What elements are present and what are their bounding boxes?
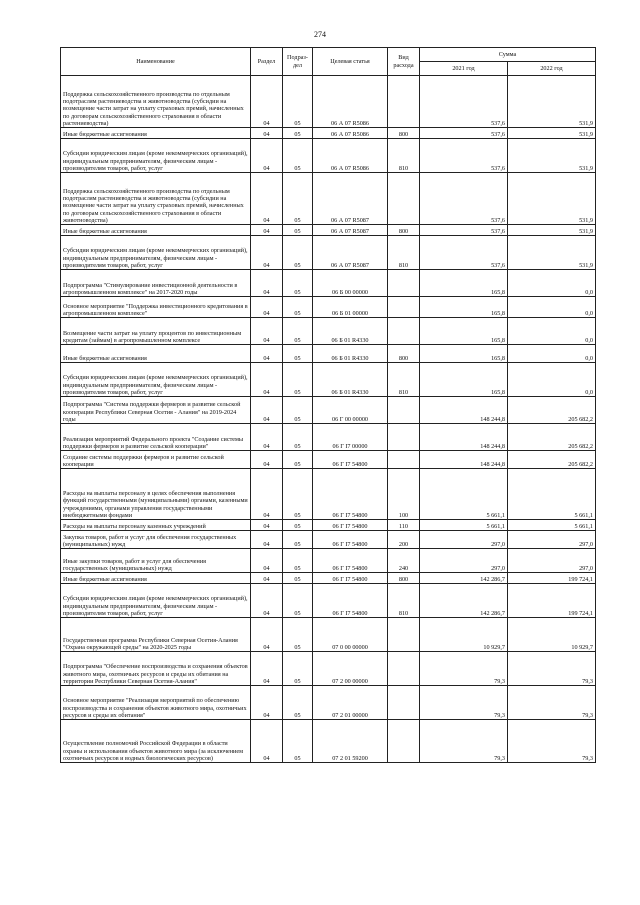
row-name-text: Реализация мероприятий Федерального проекта "Создание системы поддержки фермеров и развитие сельской кооперации" xyxy=(63,435,244,450)
table-row xyxy=(61,297,596,318)
row-vid-rashoda: 240 xyxy=(388,549,420,573)
row-name xyxy=(61,76,251,128)
budget-table xyxy=(60,47,596,763)
row-celevaya-statya: 06 Г I7 54800 xyxy=(313,573,388,584)
row-sum-2021: 165,8 xyxy=(420,363,508,397)
row-razdel: 04 xyxy=(251,520,283,531)
row-name xyxy=(61,469,251,520)
row-name-text: Субсидии юридическим лицам (кроме некоммерческих организаций), индивидуальным предпринимателям, физическим лицам - производителям товаров, работ, услуг xyxy=(63,150,248,172)
row-celevaya-statya: 06 Б 01 R4330 xyxy=(313,318,388,345)
row-celevaya-statya: 06 Г I7 54800 xyxy=(313,549,388,573)
row-podrazdel: 05 xyxy=(283,128,313,139)
row-name xyxy=(61,397,251,424)
table-row xyxy=(61,173,596,225)
row-name-text: Иные бюджетные ассигнования xyxy=(63,130,147,138)
row-sum-2022: 531,9 xyxy=(508,225,596,236)
row-sum-2021: 148 244,8 xyxy=(420,397,508,424)
row-celevaya-statya: 06 Б 01 00000 xyxy=(313,297,388,318)
row-sum-2021: 10 929,7 xyxy=(420,618,508,652)
row-sum-2022: 531,9 xyxy=(508,76,596,128)
row-name xyxy=(61,618,251,652)
row-podrazdel: 05 xyxy=(283,686,313,720)
row-name xyxy=(61,652,251,686)
row-vid-rashoda xyxy=(388,297,420,318)
row-razdel: 04 xyxy=(251,573,283,584)
row-name-text: Закупка товаров, работ и услуг для обеспечения государственных (муниципальных) нужд xyxy=(63,533,237,548)
row-celevaya-statya: 06 Б 00 00000 xyxy=(313,270,388,297)
row-name-text: Подпрограмма "Система поддержки фермеров и развитие сельской кооперации Республики Северная Осетия - Алания" на 2019-2024 годы xyxy=(63,401,241,423)
row-sum-2022: 0,0 xyxy=(508,345,596,363)
table-row xyxy=(61,618,596,652)
row-razdel: 04 xyxy=(251,225,283,236)
row-name xyxy=(61,720,251,763)
row-vid-rashoda: 110 xyxy=(388,520,420,531)
row-celevaya-statya: 06 Б 01 R4330 xyxy=(313,345,388,363)
row-vid-rashoda xyxy=(388,451,420,469)
row-sum-2021: 165,8 xyxy=(420,345,508,363)
header-year-2022: 2022 год xyxy=(508,62,596,76)
row-sum-2021: 537,6 xyxy=(420,225,508,236)
row-name xyxy=(61,573,251,584)
row-sum-2022: 0,0 xyxy=(508,363,596,397)
row-sum-2021: 5 661,1 xyxy=(420,469,508,520)
header-name: Наименование xyxy=(61,48,251,76)
row-vid-rashoda xyxy=(388,76,420,128)
table-row xyxy=(61,139,596,173)
table-row xyxy=(61,270,596,297)
row-razdel: 04 xyxy=(251,397,283,424)
row-sum-2021: 142 286,7 xyxy=(420,584,508,618)
row-vid-rashoda: 810 xyxy=(388,584,420,618)
row-vid-rashoda: 800 xyxy=(388,573,420,584)
row-sum-2022: 531,9 xyxy=(508,236,596,270)
row-name-text: Иные закупки товаров, работ и услуг для обеспечения государственных (муниципальных) нужд xyxy=(63,557,206,572)
row-razdel: 04 xyxy=(251,652,283,686)
table-row xyxy=(61,128,596,139)
row-sum-2022: 79,3 xyxy=(508,720,596,763)
row-name-text: Осуществление полномочий Российской Федерации в области охраны и использования объектов животного мира (за исключением охотничьих ресурсов и водных биологических ресурсов) xyxy=(63,740,243,762)
row-sum-2021: 5 661,1 xyxy=(420,520,508,531)
row-podrazdel: 05 xyxy=(283,618,313,652)
row-name xyxy=(61,686,251,720)
row-name xyxy=(61,270,251,297)
table-row xyxy=(61,686,596,720)
row-sum-2022: 205 682,2 xyxy=(508,451,596,469)
row-sum-2022: 5 661,1 xyxy=(508,469,596,520)
row-celevaya-statya: 06 Г I7 54800 xyxy=(313,531,388,549)
row-razdel: 04 xyxy=(251,236,283,270)
row-razdel: 04 xyxy=(251,297,283,318)
table-row xyxy=(61,531,596,549)
row-name-text: Подпрограмма "Стимулирование инвестиционной деятельности в агропромышленном комплексе" на 2017-2020 годы xyxy=(63,281,238,296)
row-podrazdel: 05 xyxy=(283,451,313,469)
row-celevaya-statya: 06 А 07 R5087 xyxy=(313,173,388,225)
row-vid-rashoda: 810 xyxy=(388,236,420,270)
row-name xyxy=(61,424,251,451)
row-name-text: Возмещение части затрат на уплату процентов по инвестиционным кредитам (займам) в агропромышленном комплексе xyxy=(63,329,242,344)
row-celevaya-statya: 06 Г I7 00000 xyxy=(313,424,388,451)
row-razdel: 04 xyxy=(251,584,283,618)
row-sum-2022: 297,0 xyxy=(508,531,596,549)
row-podrazdel: 05 xyxy=(283,173,313,225)
row-sum-2021: 297,0 xyxy=(420,531,508,549)
row-name-text: Субсидии юридическим лицам (кроме некоммерческих организаций), индивидуальным предпринимателям, физическим лицам - производителям товаров, работ, услуг xyxy=(63,247,248,269)
row-name-text: Иные бюджетные ассигнования xyxy=(63,575,147,583)
table-row xyxy=(61,652,596,686)
row-celevaya-statya: 07 0 00 00000 xyxy=(313,618,388,652)
row-name-text: Расходы на выплаты персоналу в целях обеспечения выполнения функций государственными (муниципальными) органами, казенными учреждениями, органами управления государственными внебюджетными фондами xyxy=(63,490,248,519)
row-sum-2022: 0,0 xyxy=(508,270,596,297)
row-name-text: Основное мероприятие "Реализация мероприятий по обеспечению воспроизводства и сохранения объектов животного мира, охотничьих ресурсов и среды их обитания" xyxy=(63,697,247,719)
table-row xyxy=(61,520,596,531)
row-razdel: 04 xyxy=(251,618,283,652)
header-summa: Сумма xyxy=(420,48,596,62)
table-header xyxy=(61,48,596,76)
header-razdel: Раздел xyxy=(251,48,283,76)
row-vid-rashoda: 810 xyxy=(388,363,420,397)
row-celevaya-statya: 06 А 07 R5086 xyxy=(313,76,388,128)
row-podrazdel: 05 xyxy=(283,520,313,531)
row-podrazdel: 05 xyxy=(283,363,313,397)
table-row xyxy=(61,225,596,236)
row-vid-rashoda xyxy=(388,652,420,686)
row-sum-2021: 297,0 xyxy=(420,549,508,573)
row-podrazdel: 05 xyxy=(283,318,313,345)
row-podrazdel: 05 xyxy=(283,397,313,424)
table-row xyxy=(61,76,596,128)
row-razdel: 04 xyxy=(251,451,283,469)
row-razdel: 04 xyxy=(251,531,283,549)
row-celevaya-statya: 07 2 00 00000 xyxy=(313,652,388,686)
row-vid-rashoda xyxy=(388,424,420,451)
row-name xyxy=(61,363,251,397)
row-razdel: 04 xyxy=(251,128,283,139)
row-sum-2021: 79,3 xyxy=(420,652,508,686)
row-razdel: 04 xyxy=(251,318,283,345)
row-sum-2021: 148 244,8 xyxy=(420,424,508,451)
row-sum-2021: 537,6 xyxy=(420,128,508,139)
row-sum-2022: 10 929,7 xyxy=(508,618,596,652)
row-vid-rashoda: 100 xyxy=(388,469,420,520)
row-sum-2021: 165,8 xyxy=(420,270,508,297)
row-name xyxy=(61,345,251,363)
row-name xyxy=(61,549,251,573)
row-name-text: Поддержка сельскохозяйственного производства по отдельным подотраслям растениеводства и животноводства (субсидии на возмещение части затрат на уплату страховых премий, начисленных по договорам сельскохозяйственного страхования в области животноводства) xyxy=(63,187,244,224)
table-row xyxy=(61,573,596,584)
row-sum-2022: 79,3 xyxy=(508,686,596,720)
row-name-text: Иные бюджетные ассигнования xyxy=(63,354,147,362)
row-sum-2021: 79,3 xyxy=(420,686,508,720)
row-celevaya-statya: 06 Б 01 R4330 xyxy=(313,363,388,397)
row-sum-2022: 205 682,2 xyxy=(508,424,596,451)
row-razdel: 04 xyxy=(251,720,283,763)
row-name xyxy=(61,173,251,225)
row-podrazdel: 05 xyxy=(283,573,313,584)
table-row xyxy=(61,345,596,363)
row-sum-2022: 531,9 xyxy=(508,128,596,139)
row-razdel: 04 xyxy=(251,173,283,225)
row-podrazdel: 05 xyxy=(283,345,313,363)
row-celevaya-statya: 06 Г I7 54800 xyxy=(313,584,388,618)
row-sum-2022: 531,9 xyxy=(508,139,596,173)
row-sum-2021: 142 286,7 xyxy=(420,573,508,584)
row-name-text: Подпрограмма "Обеспечение воспроизводства и сохранения объектов животного мира, охотничьих ресурсов и среды их обитания на территории Республики Северная Осетия-Алания" xyxy=(63,663,248,685)
row-sum-2021: 165,8 xyxy=(420,318,508,345)
header-celevaya: Целевая статья xyxy=(313,48,388,76)
row-podrazdel: 05 xyxy=(283,720,313,763)
row-name xyxy=(61,225,251,236)
row-name-text: Государственная программа Республики Северная Осетия-Алания "Охрана окружающей среды" на 2020-2025 годы xyxy=(63,636,238,651)
row-celevaya-statya: 06 Г I7 54800 xyxy=(313,469,388,520)
row-vid-rashoda: 200 xyxy=(388,531,420,549)
row-name xyxy=(61,128,251,139)
row-podrazdel: 05 xyxy=(283,76,313,128)
row-vid-rashoda xyxy=(388,318,420,345)
row-podrazdel: 05 xyxy=(283,236,313,270)
table-row xyxy=(61,397,596,424)
row-name-text: Субсидии юридическим лицам (кроме некоммерческих организаций), индивидуальным предпринимателям, физическим лицам - производителям товаров, работ, услуг xyxy=(63,595,248,617)
row-name xyxy=(61,236,251,270)
row-sum-2022: 205 682,2 xyxy=(508,397,596,424)
row-podrazdel: 05 xyxy=(283,549,313,573)
row-sum-2021: 537,6 xyxy=(420,139,508,173)
row-podrazdel: 05 xyxy=(283,531,313,549)
row-sum-2022: 531,9 xyxy=(508,173,596,225)
row-razdel: 04 xyxy=(251,270,283,297)
row-name-text: Иные бюджетные ассигнования xyxy=(63,227,147,235)
table-row xyxy=(61,451,596,469)
row-podrazdel: 05 xyxy=(283,424,313,451)
table-row xyxy=(61,584,596,618)
page-number: 274 xyxy=(314,30,326,39)
row-name-text: Субсидии юридическим лицам (кроме некоммерческих организаций), индивидуальным предпринимателям, физическим лицам - производителям товаров, работ, услуг xyxy=(63,374,248,396)
row-name xyxy=(61,531,251,549)
row-razdel: 04 xyxy=(251,363,283,397)
row-razdel: 04 xyxy=(251,345,283,363)
row-sum-2022: 0,0 xyxy=(508,297,596,318)
row-celevaya-statya: 07 2 01 00000 xyxy=(313,686,388,720)
row-name-text: Поддержка сельскохозяйственного производства по отдельным подотраслям растениеводства и животноводства (субсидии на возмещение части затрат на уплату страховых премий, начисленных по договорам сельскохозяйственного страхования в области растениеводства) xyxy=(63,90,244,127)
row-sum-2022: 297,0 xyxy=(508,549,596,573)
row-razdel: 04 xyxy=(251,139,283,173)
row-podrazdel: 05 xyxy=(283,225,313,236)
row-podrazdel: 05 xyxy=(283,652,313,686)
row-vid-rashoda xyxy=(388,173,420,225)
row-celevaya-statya: 06 Г 00 00000 xyxy=(313,397,388,424)
row-celevaya-statya: 06 А 07 R5086 xyxy=(313,139,388,173)
row-celevaya-statya: 06 Г I7 54800 xyxy=(313,451,388,469)
row-sum-2021: 537,6 xyxy=(420,173,508,225)
row-vid-rashoda xyxy=(388,720,420,763)
row-podrazdel: 05 xyxy=(283,139,313,173)
row-sum-2022: 199 724,1 xyxy=(508,573,596,584)
row-celevaya-statya: 06 Г I7 54800 xyxy=(313,520,388,531)
row-podrazdel: 05 xyxy=(283,584,313,618)
row-sum-2022: 199 724,1 xyxy=(508,584,596,618)
table-row xyxy=(61,469,596,520)
row-podrazdel: 05 xyxy=(283,297,313,318)
row-sum-2022: 0,0 xyxy=(508,318,596,345)
row-vid-rashoda: 800 xyxy=(388,225,420,236)
row-name xyxy=(61,318,251,345)
table-body xyxy=(61,76,596,763)
table-row xyxy=(61,720,596,763)
row-celevaya-statya: 06 А 07 R5086 xyxy=(313,128,388,139)
row-celevaya-statya: 06 А 07 R5087 xyxy=(313,225,388,236)
row-razdel: 04 xyxy=(251,424,283,451)
row-name-text: Основное мероприятие "Поддержка инвестиционного кредитования в агропромышленном комплексе" xyxy=(63,302,248,317)
header-vid: Вид расхода xyxy=(388,48,420,76)
table-row xyxy=(61,236,596,270)
row-sum-2021: 79,3 xyxy=(420,720,508,763)
row-name xyxy=(61,139,251,173)
row-name xyxy=(61,297,251,318)
row-razdel: 04 xyxy=(251,76,283,128)
row-razdel: 04 xyxy=(251,549,283,573)
row-name xyxy=(61,451,251,469)
table-row xyxy=(61,363,596,397)
row-razdel: 04 xyxy=(251,469,283,520)
row-name-text: Создание системы поддержки фермеров и развитие сельской кооперации xyxy=(63,453,224,468)
table-row xyxy=(61,424,596,451)
row-vid-rashoda: 800 xyxy=(388,345,420,363)
row-name xyxy=(61,584,251,618)
row-vid-rashoda xyxy=(388,270,420,297)
row-sum-2022: 5 661,1 xyxy=(508,520,596,531)
table-row xyxy=(61,549,596,573)
row-razdel: 04 xyxy=(251,686,283,720)
row-name-text: Расходы на выплаты персоналу казенных учреждений xyxy=(63,522,206,530)
row-sum-2021: 537,6 xyxy=(420,76,508,128)
row-sum-2021: 537,6 xyxy=(420,236,508,270)
row-celevaya-statya: 07 2 01 59200 xyxy=(313,720,388,763)
row-vid-rashoda xyxy=(388,397,420,424)
row-vid-rashoda: 810 xyxy=(388,139,420,173)
header-year-2021: 2021 год xyxy=(420,62,508,76)
table-row xyxy=(61,318,596,345)
row-name xyxy=(61,520,251,531)
row-sum-2022: 79,3 xyxy=(508,652,596,686)
row-vid-rashoda: 800 xyxy=(388,128,420,139)
row-vid-rashoda xyxy=(388,686,420,720)
row-sum-2021: 165,8 xyxy=(420,297,508,318)
row-podrazdel: 05 xyxy=(283,270,313,297)
row-sum-2021: 148 244,8 xyxy=(420,451,508,469)
row-podrazdel: 05 xyxy=(283,469,313,520)
row-vid-rashoda xyxy=(388,618,420,652)
header-podrazdel: Подраз-дел xyxy=(283,48,313,76)
row-celevaya-statya: 06 А 07 R5087 xyxy=(313,236,388,270)
